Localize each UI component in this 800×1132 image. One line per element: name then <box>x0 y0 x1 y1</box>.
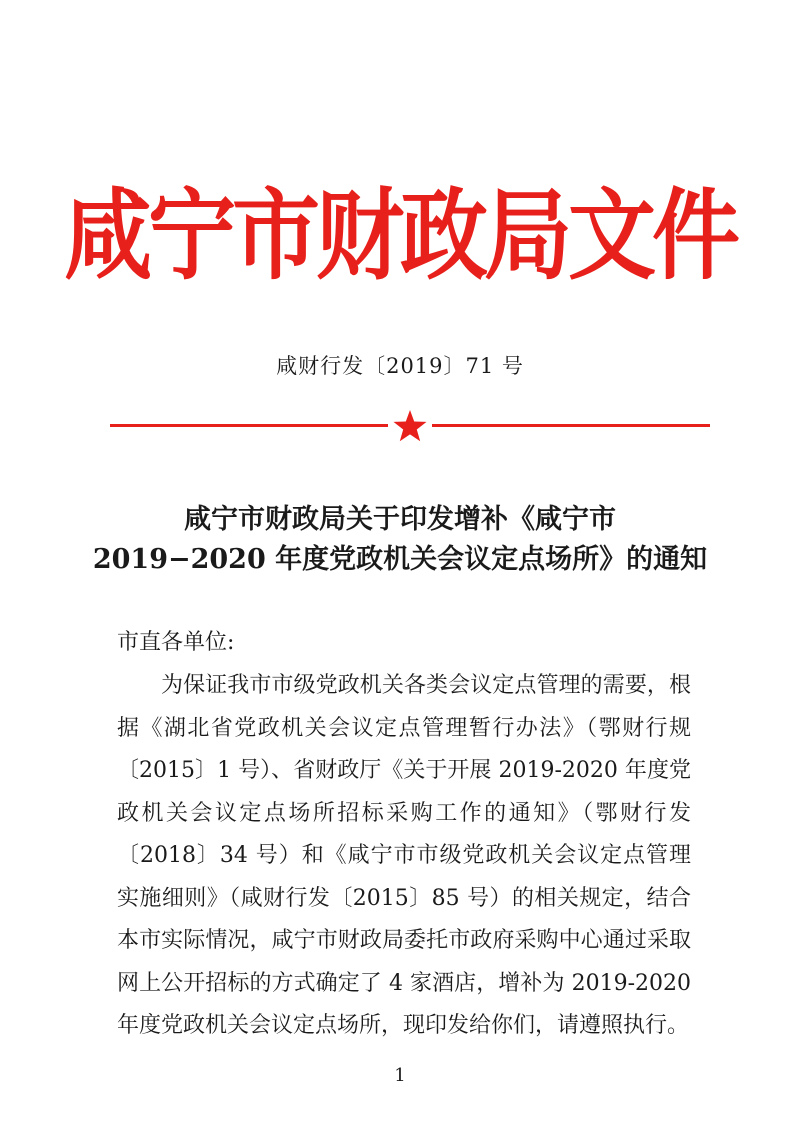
document-title <box>0 500 800 580</box>
divider-line-right <box>432 424 710 427</box>
masthead-title: 咸宁市财政局文件 <box>63 176 736 294</box>
title-line-2: 2019−2020 年度党政机关会议定点场所》的通知 <box>92 544 708 575</box>
star-icon <box>392 408 428 444</box>
body-paragraph: 为保证我市市级党政机关各类会议定点管理的需要，根据《湖北省党政机关会议定点管理暂行办法》（鄂财行规〔2015〕1 号）、省财政厅《关于开展 2019-2020 年度党政机关会议定点场所招标采购工作的通知》（鄂财行发〔2018〕34 号）和《咸宁市市级党政机关会议定点管理实施细则》（咸财行发〔2015〕85 号）的相关规定，结合本市实际情况，咸宁市财政局委托市政府采购中心通过采取网上公开招标的方式确定了 4 家酒店，增补为 2019-2020 年度党政机关会议定点场所，现印发给你们，请遵照执行。 <box>117 673 691 1038</box>
title-line-1: 咸宁市财政局关于印发增补《咸宁市 <box>184 504 616 535</box>
document-number: 咸财行发〔2019〕71 号 <box>276 354 524 378</box>
divider-line-left <box>110 424 388 427</box>
salutation: 市直各单位: <box>117 630 235 655</box>
red-divider <box>110 410 710 440</box>
page-number: 1 <box>394 1065 406 1086</box>
